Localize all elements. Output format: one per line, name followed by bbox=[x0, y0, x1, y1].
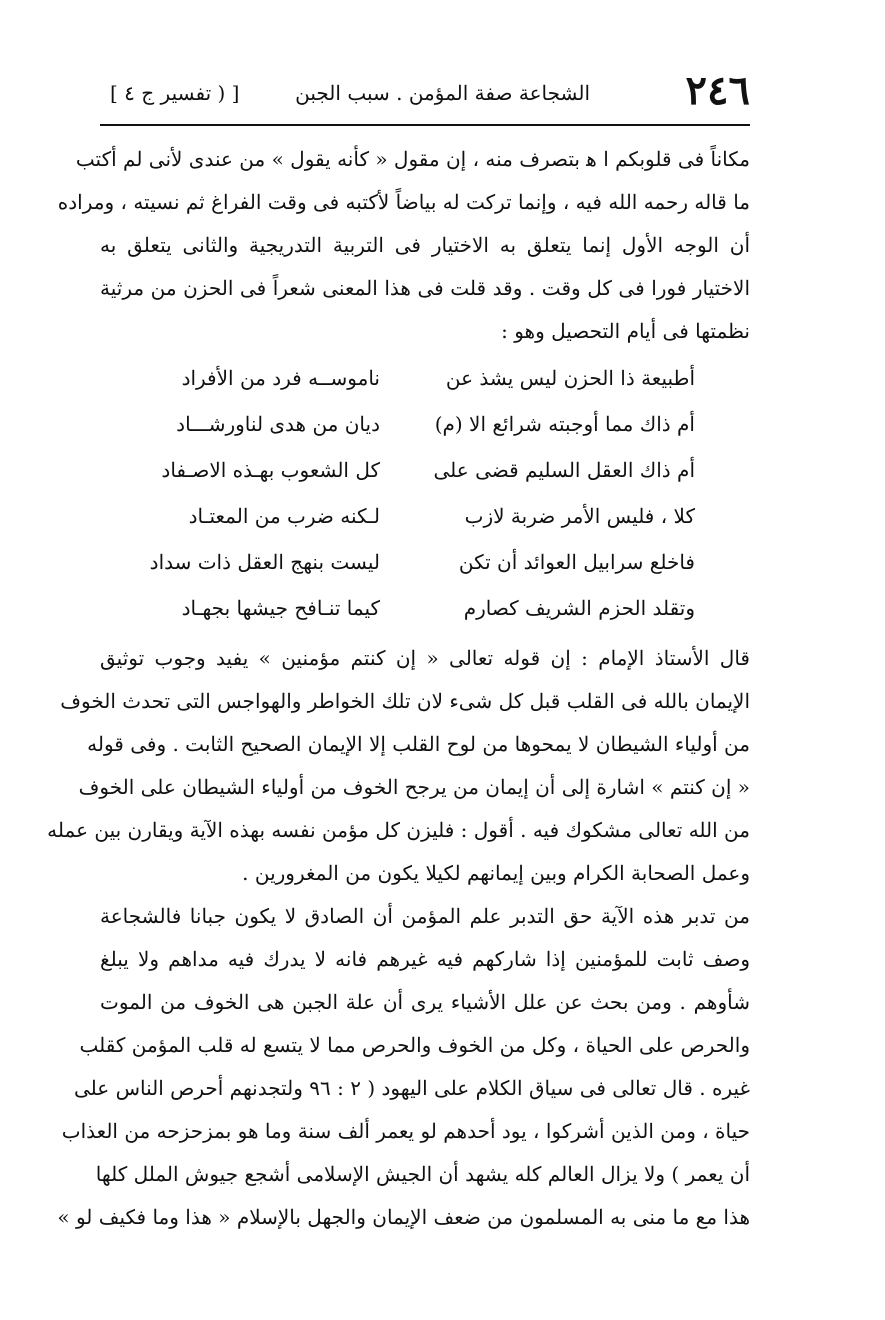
poem-verse bbox=[100, 357, 750, 403]
poem bbox=[100, 353, 750, 637]
text-line: مكاناً فى قلوبكم ا ﻫ بتصرف منه ، إن مقول « كأنه يقول » من عندى لأنى لم أكتب bbox=[75, 147, 750, 171]
text-line: شأوهم . ومن بحث عن علل الأشياء يرى أن علة الجبن هى الخوف من الموت bbox=[100, 990, 750, 1014]
verse-second-hemistich: كل الشعوب بهـذه الاصـفاد bbox=[161, 458, 380, 482]
verse-second-hemistich: كيما تنـافح جيشها بجهـاد bbox=[181, 596, 380, 620]
text-line: ما قاله رحمه الله فيه ، وإنما تركت له بياضاً لأكتبه فى وقت الفراغ ثم نسيته ، ومراده bbox=[57, 190, 750, 214]
verse-second-hemistich: ليست بنهج العقل ذات سداد bbox=[149, 550, 380, 574]
text-line: أن يعمر ) ولا يزال العالم كله يشهد أن الجيش الإسلامى أشجع جيوش الملل كلها bbox=[95, 1162, 750, 1186]
text-line: هذا مع ما منى به المسلمون من ضعف الإيمان والجهل بالإسلام « هذا وما فكيف لو » bbox=[57, 1205, 750, 1229]
text-line: « إن كنتم » اشارة إلى أن إيمان من يرجح الخوف من أولياء الشيطان على الخوف bbox=[78, 775, 750, 799]
verse-first-hemistich: أطبيعة ذا الحزن ليس يشذ عن bbox=[445, 366, 695, 390]
text-line: نظمتها فى أيام التحصيل وهو : bbox=[501, 319, 750, 343]
paragraph-1 bbox=[57, 138, 750, 353]
paragraph-3 bbox=[57, 895, 750, 1239]
text-line: وصف ثابت للمؤمنين إذا شاركهم فيه غيرهم فانه لا يدرك فيه مداهم ولا يبلغ bbox=[100, 947, 750, 971]
text-line: من تدبر هذه الآية حق التدبر علم المؤمن أن الصادق لا يكون جبانا فالشجاعة bbox=[100, 904, 750, 928]
page-header bbox=[100, 67, 750, 122]
verse-second-hemistich: لـكنه ضرب من المعتـاد bbox=[188, 504, 380, 528]
verse-first-hemistich: وتقلد الحزم الشريف كصارم bbox=[463, 596, 695, 620]
text-line: وعمل الصحابة الكرام وبين إيمانهم لكيلا يكون من المغرورين . bbox=[242, 861, 750, 885]
text-line: حياة ، ومن الذين أشركوا ، يود أحدهم لو يعمر ألف سنة وما هو بمزحزحه من العذاب bbox=[61, 1119, 750, 1143]
verse-second-hemistich: ديان من هدى لناورشـــاد bbox=[176, 412, 380, 436]
paragraph-2 bbox=[47, 637, 750, 895]
verse-first-hemistich: أم ذاك مما أوجبته شرائع الا (م) bbox=[434, 412, 695, 436]
text-line: من أولياء الشيطان لا يمحوها من لوح القلب إلا الإيمان الصحيح الثابت . وفى قوله bbox=[87, 732, 750, 756]
poem-verse bbox=[100, 541, 750, 587]
poem-verse bbox=[100, 495, 750, 541]
text-line: والحرص على الحياة ، وكل من الخوف والحرص مما لا يتسع له قلب المؤمن كقلب bbox=[79, 1033, 750, 1057]
running-title: الشجاعة صفة المؤمن . سبب الجبن bbox=[295, 81, 590, 105]
page-body bbox=[47, 138, 750, 1239]
verse-second-hemistich: ناموســه فرد من الأفراد bbox=[181, 366, 380, 390]
verse-first-hemistich: أم ذاك العقل السليم قضى على bbox=[433, 458, 695, 482]
text-line: غيره . قال تعالى فى سياق الكلام على اليهود ( ٢ : ٩٦ ولتجدنهم أحرص الناس على bbox=[74, 1076, 750, 1100]
verse-first-hemistich: فاخلع سرابيل العوائد أن تكن bbox=[458, 550, 695, 574]
text-line: أن الوجه الأول إنما يتعلق به الاختيار فى التربية التدريجية والثانى يتعلق به bbox=[100, 233, 750, 257]
poem-verse bbox=[100, 403, 750, 449]
header-rule bbox=[100, 124, 750, 126]
text-line: الاختيار فورا فى كل وقت . وقد قلت فى هذا المعنى شعراً فى الحزن من مرثية bbox=[100, 276, 750, 300]
text-line: الإيمان بالله فى القلب قبل كل شىء لان تلك الخواطر والهواجس التى تحدث الخوف bbox=[60, 689, 750, 713]
text-line: من الله تعالى مشكوك فيه . أقول : فليزن كل مؤمن نفسه بهذه الآية ويقارن بين عمله bbox=[47, 818, 750, 842]
poem-verse bbox=[100, 449, 750, 495]
text-line: قال الأستاذ الإمام : إن قوله تعالى « إن كنتم مؤمنين » يفيد وجوب توثيق bbox=[100, 646, 750, 670]
page-number: ٢٤٦ bbox=[685, 67, 750, 114]
section-label: [ ( تفسير ج ٤ ] bbox=[110, 81, 240, 105]
verse-first-hemistich: كلا ، فليس الأمر ضربة لازب bbox=[464, 504, 695, 528]
poem-verse bbox=[100, 587, 750, 633]
